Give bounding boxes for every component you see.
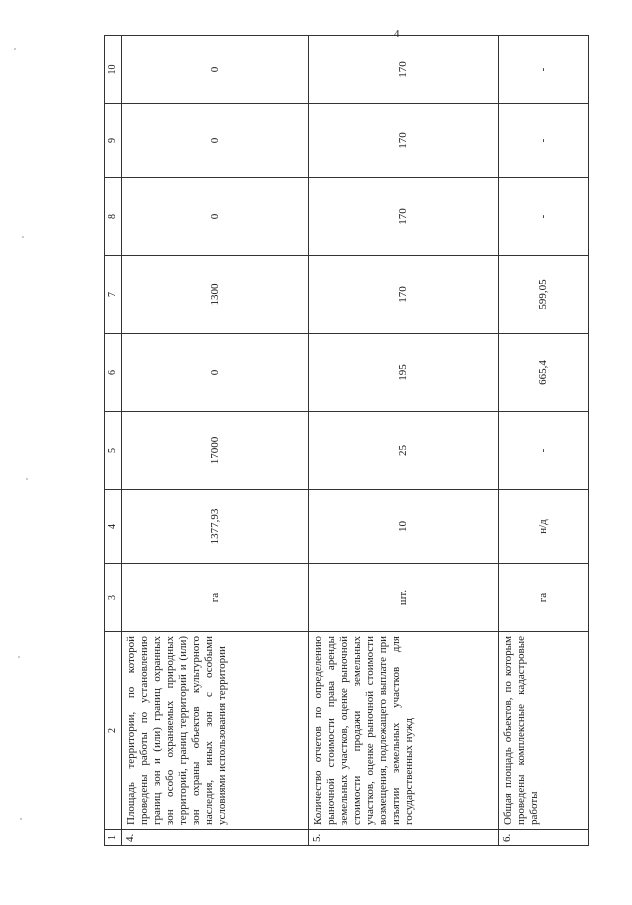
value-cell: н/д: [499, 490, 589, 564]
header-cell: 6: [105, 334, 122, 412]
table-row: [309, 36, 499, 846]
table-row: [499, 36, 589, 846]
scan-speck: [18, 656, 20, 658]
value-cell: 17000: [122, 412, 309, 490]
value-cell: 195: [309, 334, 499, 412]
indicator-name-text: Общая площадь объектов, по которым проведены комплексные кадастровые работы: [502, 636, 540, 825]
header-cell: 10: [105, 36, 122, 104]
header-cell: 1: [105, 830, 122, 846]
row-number: 5.: [309, 830, 499, 846]
table-row: [122, 36, 309, 846]
header-cell: 4: [105, 490, 122, 564]
value-cell: -: [499, 104, 589, 178]
page-number: 4: [394, 28, 400, 40]
value-cell: 0: [122, 36, 309, 104]
value-cell: 10: [309, 490, 499, 564]
value-cell: 0: [122, 178, 309, 256]
scan-speck: [22, 236, 24, 238]
indicator-name-text: Площадь территории, по которой проведены работы по установлению границ зон и (или) границ охранных зон особо охраняемых природных территорий, границ территорий и (или) зон охраны объектов культурного наследия, иных зон с особыми условиями использования территории: [125, 636, 228, 825]
value-cell: 1377,93: [122, 490, 309, 564]
indicator-name: [499, 632, 589, 830]
value-cell: 665,4: [499, 334, 589, 412]
header-cell: 5: [105, 412, 122, 490]
header-cell: 2: [105, 632, 122, 830]
row-number: 6.: [499, 830, 589, 846]
unit-cell: шт.: [309, 564, 499, 632]
value-cell: 170: [309, 104, 499, 178]
scan-speck: [20, 818, 22, 820]
value-cell: -: [499, 178, 589, 256]
unit-cell: га: [499, 564, 589, 632]
indicator-name: [122, 632, 309, 830]
value-cell: 170: [309, 36, 499, 104]
indicator-name-text: Количество отчетов по определению рыночной стоимости права аренды земельных участков, оценке рыночной стоимости продажи земельных участков, оценке рыночной стоимости возмещения, подлежащего выплате при изъятии земельных участков для государственных нужд: [312, 636, 415, 825]
value-cell: 0: [122, 334, 309, 412]
indicator-name: [309, 632, 499, 830]
value-cell: 170: [309, 256, 499, 334]
rotated-table: [104, 56, 589, 846]
header-cell: 7: [105, 256, 122, 334]
header-cell: 3: [105, 564, 122, 632]
value-cell: 599,05: [499, 256, 589, 334]
value-cell: -: [499, 412, 589, 490]
value-cell: -: [499, 36, 589, 104]
header-row: [105, 36, 122, 846]
indicator-table: [104, 35, 589, 846]
header-cell: 8: [105, 178, 122, 256]
value-cell: 1300: [122, 256, 309, 334]
scan-speck: [14, 48, 16, 50]
header-cell: 9: [105, 104, 122, 178]
row-number: 4.: [122, 830, 309, 846]
unit-cell: га: [122, 564, 309, 632]
value-cell: 170: [309, 178, 499, 256]
value-cell: 0: [122, 104, 309, 178]
table-container: [104, 56, 589, 846]
scan-speck: [26, 478, 28, 480]
value-cell: 25: [309, 412, 499, 490]
